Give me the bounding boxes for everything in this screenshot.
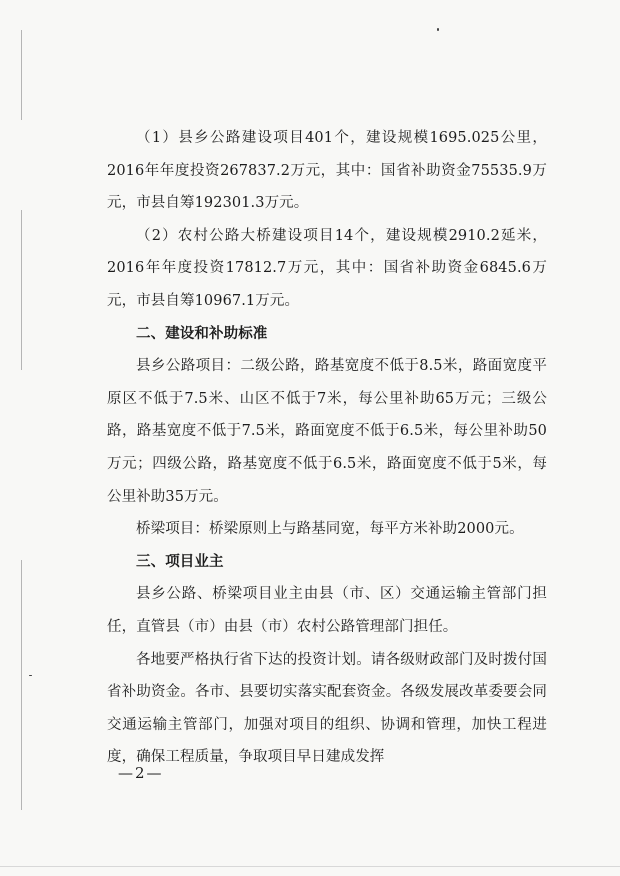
document-body — [107, 122, 547, 774]
scan-bottom-edge — [0, 866, 620, 867]
scan-margin-line — [21, 210, 22, 370]
section-heading-standards: 二、建设和补助标准 — [136, 325, 268, 342]
scan-speck — [29, 675, 32, 676]
section-heading-project-owner: 三、项目业主 — [136, 553, 224, 570]
paragraph-bridge-standards: 桥梁项目：桥梁原则上与路基同宽，每平方米补助2000元。 — [136, 521, 524, 538]
scan-margin-line — [21, 30, 22, 120]
paragraph-road-standards: 县乡公路项目：二级公路，路基宽度不低于8.5米，路面宽度平原区不低于7.5米、山区不低于7米，每公里补助65万元；三级公路，路基宽度不低于7.5米，路面宽度不低于6.5米，每公里补助50万元；四级公路，路基宽度不低于6.5米，路面宽度不低于5米，每公里补助35万元。 — [107, 358, 547, 505]
scan-margin-line — [21, 560, 22, 810]
page-number: —2— — [118, 764, 164, 782]
paragraph-project-owner: 县乡公路、桥梁项目业主由县（市、区）交通运输主管部门担任，直管县（市）由县（市）农村公路管理部门担任。 — [107, 586, 547, 635]
paragraph-bridge-projects: （2）农村公路大桥建设项目14个，建设规模2910.2延米，2016年年度投资17812.7万元，其中：国省补助资金6845.6万元，市县自筹10967.1万元。 — [107, 227, 547, 309]
scan-speck — [437, 28, 439, 31]
paragraph-county-road-projects: （1）县乡公路建设项目401个，建设规模1695.025公里，2016年年度投资267837.2万元，其中：国省补助资金75535.9万元，市县自筹192301.3万元。 — [107, 130, 547, 212]
paragraph-implementation: 各地要严格执行省下达的投资计划。请各级财政部门及时拨付国省补助资金。各市、县要切实落实配套资金。各级发展改革委要会同交通运输主管部门，加强对项目的组织、协调和管理，加快工程进度，确保工程质量，争取项目早日建成发挥 — [107, 651, 547, 766]
